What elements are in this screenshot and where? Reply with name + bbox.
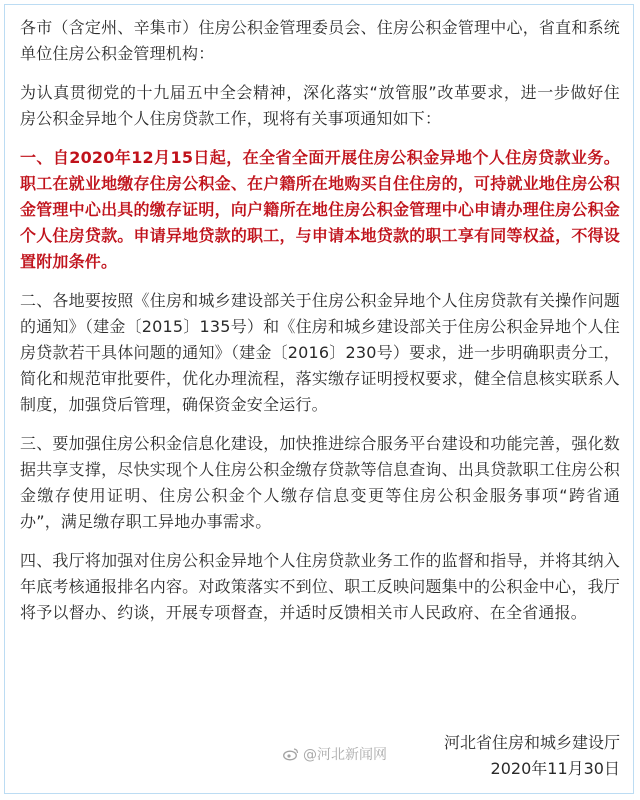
- addressee-paragraph: 各市（含定州、辛集市）住房公积金管理委员会、住房公积金管理中心，省直和系统单位住房公积金管理机构：: [20, 18, 620, 63]
- watermark: [283, 744, 387, 764]
- weibo-icon: [283, 747, 299, 761]
- issuer-name: 河北省住房和城乡建设厅: [443, 733, 620, 752]
- watermark-text: @河北新闻网: [303, 747, 387, 763]
- intro-paragraph: 为认真贯彻党的十九届五中全会精神，深化落实“放管服”改革要求，进一步做好住房公积金异地个人住房贷款工作，现将有关事项通知如下：: [20, 83, 620, 128]
- notice-body: [20, 15, 620, 639]
- item-1-paragraph: 一、自2020年12月15日起，在全省全面开展住房公积金异地个人住房贷款业务。职工在就业地缴存住房公积金、在户籍所在地购买自住住房的，可持就业地住房公积金管理中心出具的缴存证明，向户籍所在地住房公积金管理中心申请办理住房公积金个人住房贷款。申请异地贷款的职工，与申请本地贷款的职工享有同等权益，不得设置附加条件。: [20, 148, 620, 271]
- item-2-paragraph: 二、各地要按照《住房和城乡建设部关于住房公积金异地个人住房贷款有关操作问题的通知》（建金〔2015〕135号）和《住房和城乡建设部关于住房公积金异地个人住房贷款若干具体问题的通知》（建金〔2016〕230号）要求，进一步明确职责分工，简化和规范审批要件，优化办理流程，落实缴存证明授权要求，健全信息核实联系人制度，加强贷后管理，确保资金安全运行。: [20, 291, 620, 414]
- item-3-paragraph: 三、要加强住房公积金信息化建设，加快推进综合服务平台建设和功能完善，强化数据共享支撑，尽快实现个人住房公积金缴存贷款等信息查询、出具贷款职工住房公积金缴存使用证明、住房公积金个人缴存信息变更等住房公积金服务事项“跨省通办”，满足缴存职工异地办事需求。: [20, 434, 620, 531]
- item-4-paragraph: 四、我厅将加强对住房公积金异地个人住房贷款业务工作的监督和指导，并将其纳入年底考核通报排名内容。对政策落实不到位、职工反映问题集中的公积金中心，我厅将予以督办、约谈，开展专项督查，并适时反馈相关市人民政府、在全省通报。: [20, 551, 620, 622]
- issue-date: 2020年11月30日: [490, 759, 620, 778]
